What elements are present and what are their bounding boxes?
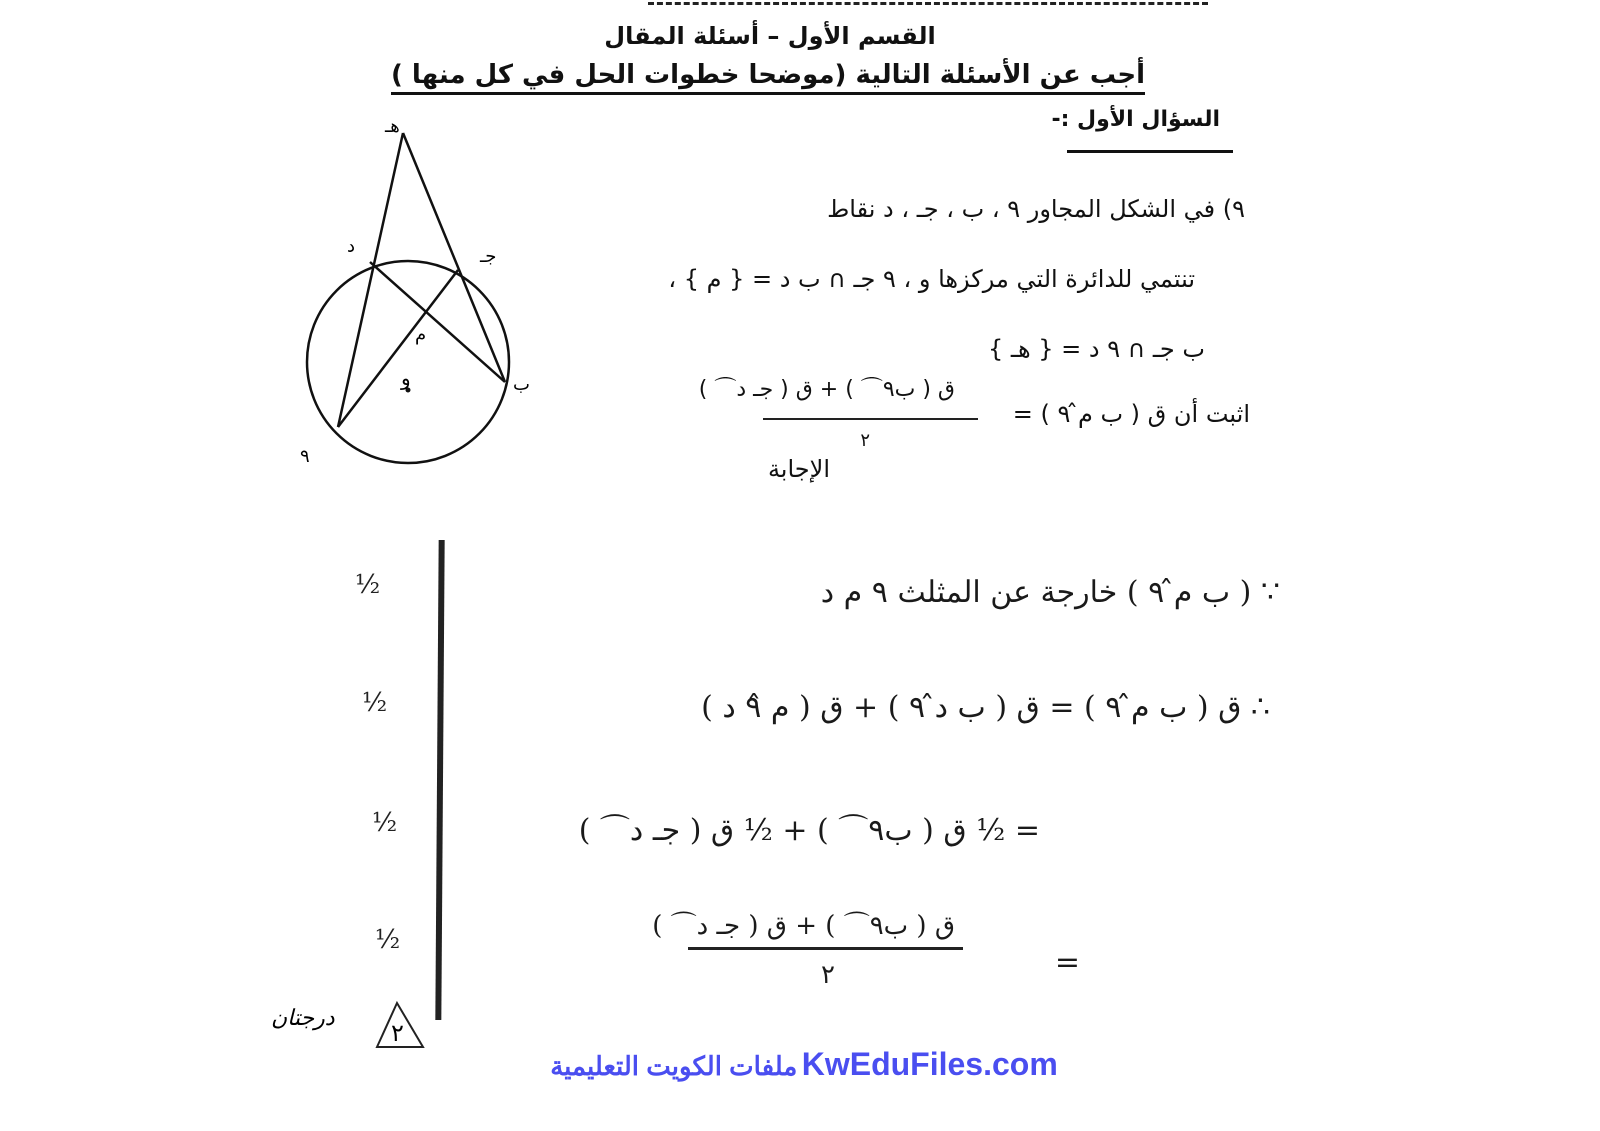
section-title: القسم الأول – أسئلة المقال — [604, 22, 936, 50]
question-label: السؤال الأول :- — [1051, 107, 1220, 132]
footer-site: KwEduFiles.com — [801, 1046, 1058, 1082]
question-line-3: ب جـ ∩ ٩ د = { هـ } — [988, 335, 1205, 363]
solution-step-1: ∵ ( ب م̂ ٩ ) خارجة عن المثلث ٩ م د — [820, 575, 1280, 610]
solution-step-4-numerator: ق ( ب٩⌒ ) + ق ( جـ د⌒ ) — [652, 911, 955, 941]
chord-d-b — [370, 262, 505, 382]
label-o: و — [401, 366, 411, 390]
prove-numerator: ق ( ب٩⌒ ) + ق ( جـ د⌒ ) — [698, 377, 955, 402]
score-2: ½ — [362, 688, 388, 718]
top-dashed-line — [648, 2, 1208, 5]
footer-watermark — [0, 1046, 1600, 1083]
label-b: ب — [513, 374, 530, 395]
solution-fraction-bar — [688, 947, 963, 950]
label-m: م — [415, 324, 427, 345]
solution-step-2: ∴ ق ( ب م̂ ٩ ) = ق ( ب د̂ ٩ ) + ق ( م ٩̂ د ) — [701, 690, 1270, 725]
instructions: أجب عن الأسئلة التالية (موضحا خطوات الحل في كل منها ) — [391, 60, 1145, 95]
score-3: ½ — [372, 808, 398, 838]
label-a: ٩ — [300, 446, 310, 467]
solution-step-3: = ½ ق ( ب٩⌒ ) + ½ ق ( جـ د⌒ ) — [578, 813, 1040, 848]
solution-step-4-equals: = — [1054, 945, 1080, 980]
circle — [307, 261, 509, 463]
question-label-underline — [1067, 150, 1233, 153]
grade-note: درجتان — [271, 1006, 335, 1031]
score-margin-line — [435, 540, 444, 1020]
score-4: ½ — [375, 925, 401, 955]
label-d: د — [347, 236, 356, 257]
question-line-1: ٩) في الشكل المجاور ٩ ، ب ، جـ ، د نقاط — [827, 195, 1245, 223]
footer-arabic: ملفات الكويت التعليمية — [550, 1051, 798, 1081]
label-h: هـ — [385, 116, 400, 137]
prove-denominator: ٢ — [860, 430, 870, 451]
grade-mark — [265, 985, 435, 1055]
grade-value: ٢ — [391, 1019, 404, 1047]
solution-step-4-denominator: ٢ — [821, 960, 835, 990]
prove-statement: اثبت أن ق ( ب م̂ ٩ ) = — [1012, 400, 1250, 428]
label-j: جـ — [480, 246, 497, 267]
question-line-2: تنتمي للدائرة التي مركزها و ، ٩ جـ ∩ ب د = { م } ، — [668, 265, 1195, 293]
prove-fraction-bar — [763, 418, 978, 420]
circle-figure — [0, 0, 600, 500]
answer-label: الإجابة — [767, 455, 830, 483]
score-1: ½ — [355, 570, 381, 600]
